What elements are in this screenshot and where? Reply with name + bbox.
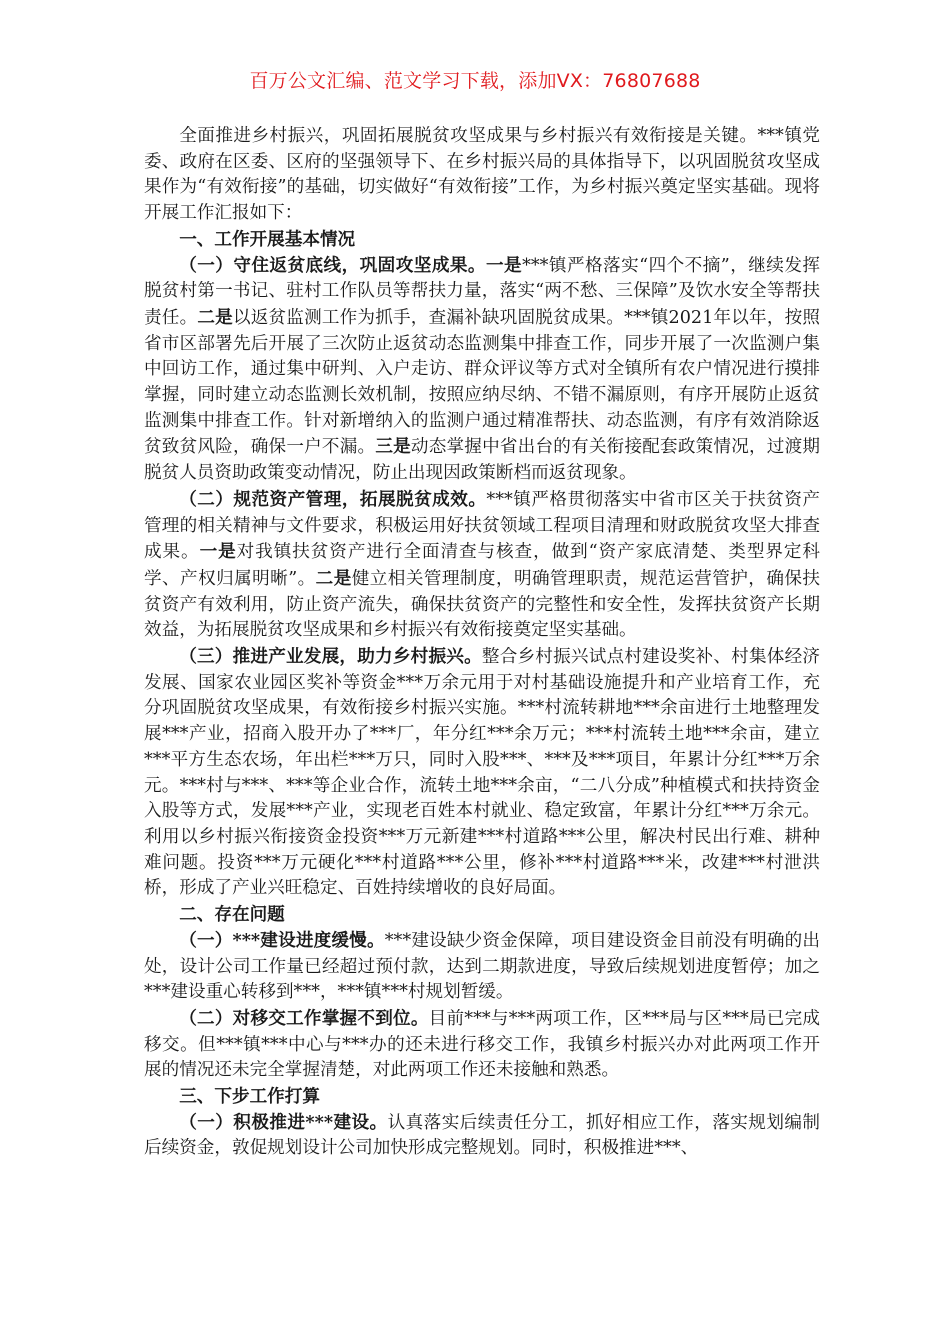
section-2-paragraph-1 — [144, 928, 820, 1006]
section-1-heading: 一、工作开展基本情况 — [179, 228, 356, 250]
paragraph-lead: （一）***建设进度缓慢。 — [179, 929, 385, 951]
section-2-paragraph-2 — [144, 1006, 820, 1084]
watermark-header: 百万公文汇编、范文学习下载，添加VX：76807688 — [249, 70, 701, 92]
paragraph-text: 目前***与***两项工作，区***局与区***局已完成移交。但***镇***中心与***办的还未进行移交工作，我镇乡村振兴办对此两项工作开展的情况还未完全掌握清楚，对此两项工作还未接触和熟悉。 — [144, 1008, 820, 1081]
section-3-paragraph-1 — [144, 1110, 820, 1162]
keyword: 一是 — [199, 541, 237, 563]
keyword: 一是 — [485, 254, 523, 276]
intro-paragraph: 全面推进乡村振兴，巩固拓展脱贫攻坚成果与乡村振兴有效衔接是关键。***镇党委、政府在区委、区府的坚强领导下、在乡村振兴局的具体指导下，以巩固脱贫攻坚成果作为“有效衔接”的基础，切实做好“有效衔接”工作，为乡村振兴奠定坚实基础。现将开展工作汇报如下： — [144, 126, 820, 224]
section-1-paragraph-1 — [144, 253, 820, 487]
paragraph-text: 整合乡村振兴试点村建设奖补、村集体经济发展、国家农业园区奖补等资金***万余元用于对村基础设施提升和产业培育工作，充分巩固脱贫攻坚成果，有效衔接乡村振兴实施。***村流转耕地***余亩进行土地整理发展***产业，招商入股开办了***厂，年分红***余万元；***村流转土地***余亩，建立***平方生态农场，年出栏***万只，同时入股***、***及***项目，年累计分红***万余元。***村与***、***等企业合作，流转土地***余亩，“二八分成”种植模式和扶持资金入股等方式，发展***产业，实现老百姓本村就业、稳定致富，年累计分红***万余元。利用以乡村振兴衔接资金投资***万元新建***村道路***公里，解决村民出行难、耕种难问题。投资***万元硬化***村道路***公里，修补***村道路***米，改建***村泄洪桥，形成了产业兴旺稳定、百姓持续增收的良好局面。 — [144, 647, 820, 899]
paragraph-text: ***镇严格贯彻落实中省市区关于扶贫资产管理的相关精神与文件要求，积极运用好扶贫领域工程项目清理和财政脱贫攻坚大排查成果。 — [144, 489, 820, 563]
section-1-paragraph-3 — [144, 644, 820, 902]
paragraph-text: 健立相关管理制度，明确管理职责，规范运营管护，确保扶贫资产有效利用，防止资产流失，确保扶贫资产的完整性和安全性，发挥扶贫资产长期效益，为拓展脱贫攻坚成果和乡村振兴有效衔接奠定坚实基础。 — [144, 568, 820, 641]
paragraph-text: 认真落实后续责任分工，抓好相应工作，落实规划编制后续资金，敦促规划设计公司加快形成完整规划。同时，积极推进***、 — [144, 1112, 820, 1159]
keyword: 二是 — [315, 567, 352, 589]
section-3-heading: 三、下步工作打算 — [179, 1086, 320, 1108]
keyword: 二是 — [197, 306, 233, 328]
paragraph-text: ***镇严格落实“四个不摘”，继续发挥脱贫村第一书记、驻村工作队员等帮扶力量，落实“两不愁、三保障”及饮水安全等帮扶责任。 — [144, 255, 820, 328]
paragraph-text: 以返贫监测工作为抓手，查漏补缺巩固脱贫成果。***镇2021年以年，按照省市区部署先后开展了三次防止返贫动态监测集中排查工作，同步开展了一次监测户集中回访工作，通过集中研判、入户走访、群众评议等方式对全镇所有农户情况进行摸排掌握，同时建立动态监测长效机制，按照应纳尽纳、不错不漏原则，有序开展防止返贫监测集中排查工作。针对新增纳入的监测户通过精准帮扶、动态监测，有序有效消除返贫致贫风险，确保一户不漏。 — [144, 307, 820, 458]
paragraph-text: 对我镇扶贫资产进行全面清查与核查，做到“资产家底清楚、类型界定科学、产权归属明晰”。 — [144, 542, 820, 589]
section-2-heading: 二、存在问题 — [179, 904, 285, 926]
paragraph-text: ***建设缺少资金保障，项目建设资金目前没有明确的出处，设计公司工作量已经超过预付款，达到二期款进度，导致后续规划进度暂停；加之***建设重心转移到***，***镇***村规划暂缓。 — [144, 930, 820, 1003]
paragraph-lead: （二）对移交工作掌握不到位。 — [179, 1007, 429, 1029]
keyword: 三是 — [375, 436, 411, 458]
paragraph-lead: （一）守住返贫底线，巩固攻坚成果。 — [179, 254, 486, 276]
paragraph-lead: （三）推进产业发展，助力乡村振兴。 — [179, 646, 482, 668]
paragraph-lead: （一）积极推进***建设。 — [179, 1111, 388, 1133]
section-1-paragraph-2 — [144, 487, 820, 644]
paragraph-lead: （二）规范资产管理，拓展脱贫成效。 — [179, 488, 487, 510]
document-body — [144, 124, 820, 1162]
paragraph-text: 动态掌握中省出台的有关衔接配套政策情况，过渡期脱贫人员资助政策变动情况，防止出现因政策断档而返贫现象。 — [144, 437, 820, 484]
